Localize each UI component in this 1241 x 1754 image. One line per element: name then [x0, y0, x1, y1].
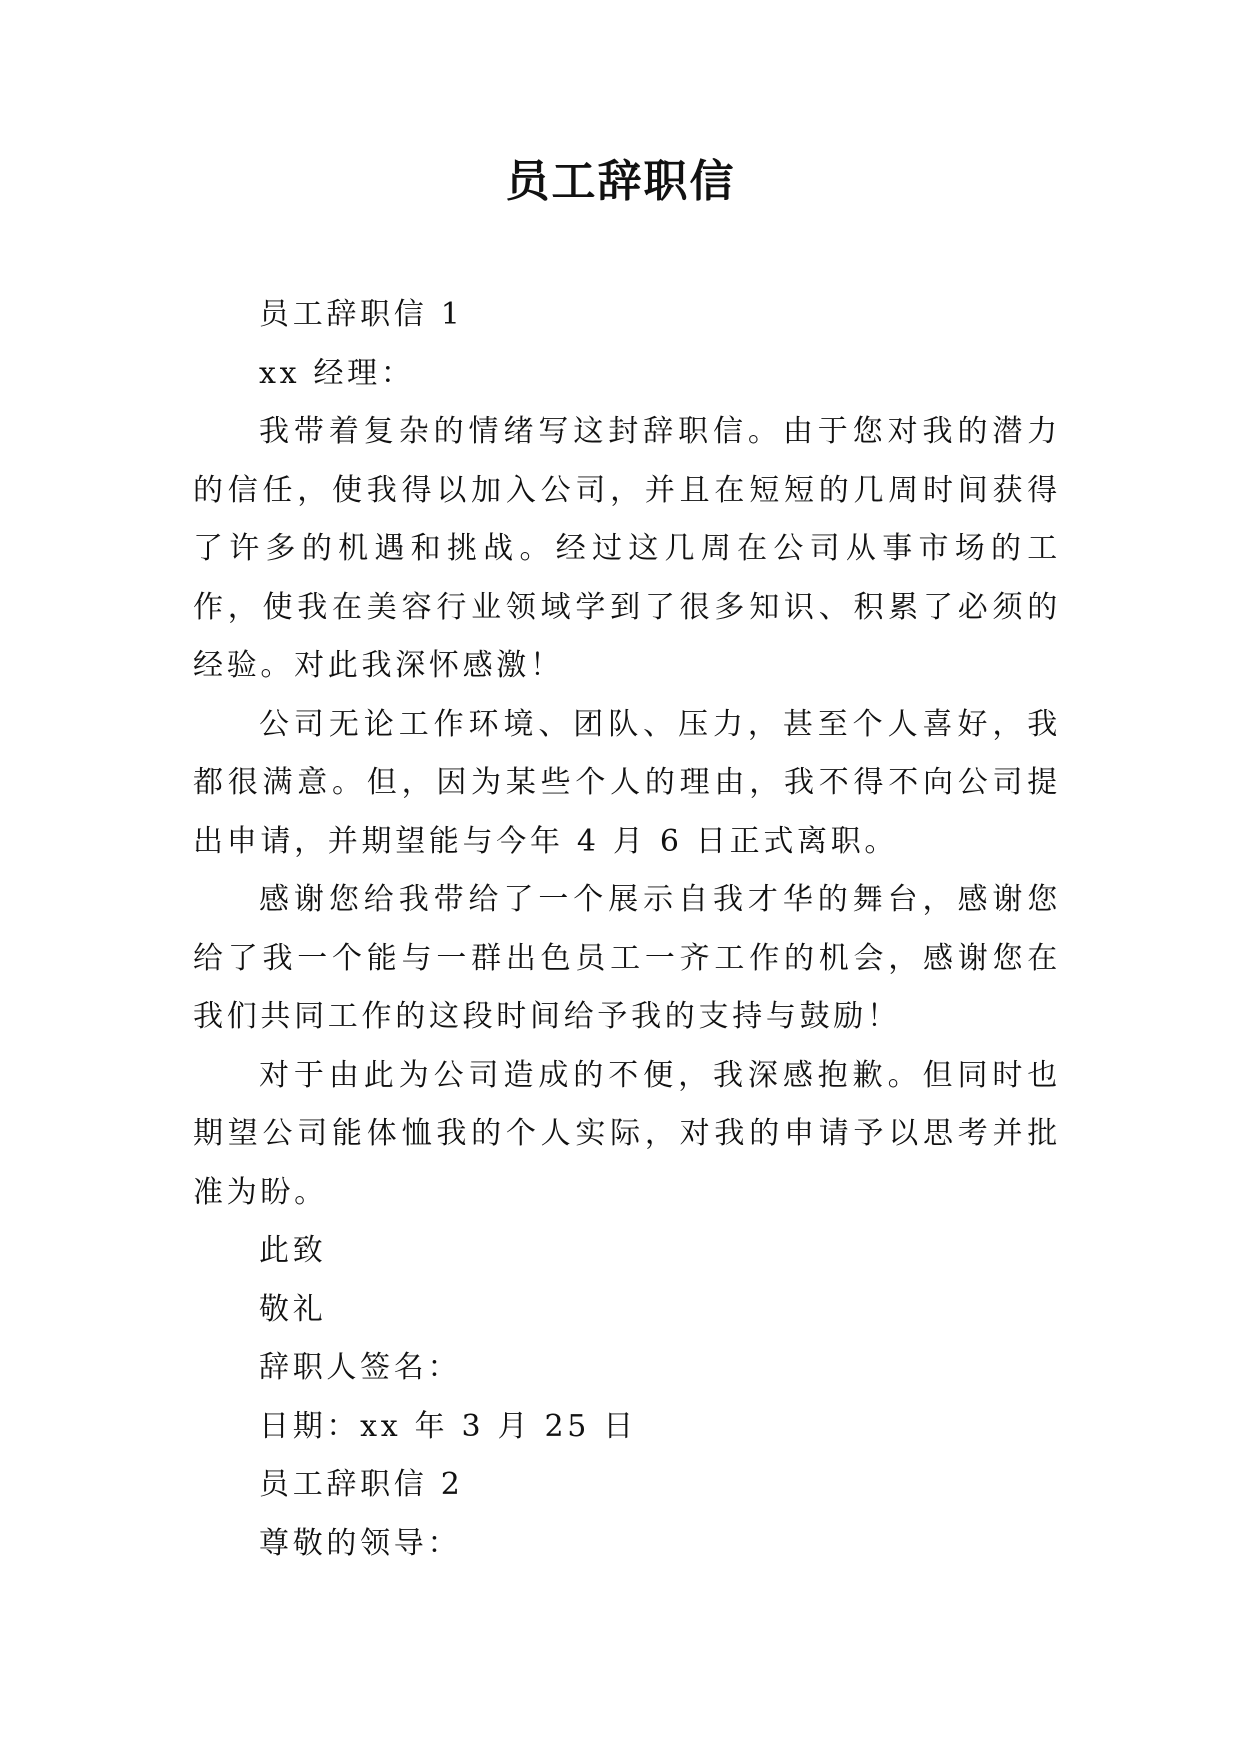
salutation-2: 尊敬的领导：: [259, 1525, 462, 1561]
salutation-1: xx 经理：: [259, 355, 415, 391]
section-heading-2: 员工辞职信 2: [259, 1467, 464, 1502]
body-paragraph-3: 感谢您给我带给了一个展示自我才华的舞台，感谢您给了我一个能与一群出色员工一齐工作的机会，感谢您在我们共同工作的这段时间给予我的支持与鼓励！: [193, 882, 1061, 1034]
section-heading-1: 员工辞职信 1: [259, 297, 464, 332]
body-paragraph-4: 对于由此为公司造成的不便，我深感抱歉。但同时也期望公司能体恤我的个人实际，对我的申请予以思考并批准为盼。: [193, 1057, 1061, 1210]
signature-line: 辞职人签名：: [259, 1350, 462, 1385]
body-paragraph-1: 我带着复杂的情绪写这封辞职信。由于您对我的潜力的信任，使我得以加入公司，并且在短短的几周时间获得了许多的机遇和挑战。经过这几周在公司从事市场的工作，使我在美容行业领域学到了很多知识、积累了必须的经验。对此我深怀感激！: [193, 414, 1061, 683]
date-line: 日期：xx 年 3 月 25 日: [259, 1408, 637, 1444]
document-body: [193, 286, 1061, 1573]
closing-line-1: 此致: [259, 1233, 327, 1268]
body-paragraph-2: 公司无论工作环境、团队、压力，甚至个人喜好，我都很满意。但，因为某些个人的理由，我不得不向公司提出申请，并期望能与今年 4 月 6 日正式离职。: [193, 706, 1061, 859]
closing-line-2: 敬礼: [259, 1291, 327, 1327]
document-title: 员工辞职信: [505, 156, 736, 207]
